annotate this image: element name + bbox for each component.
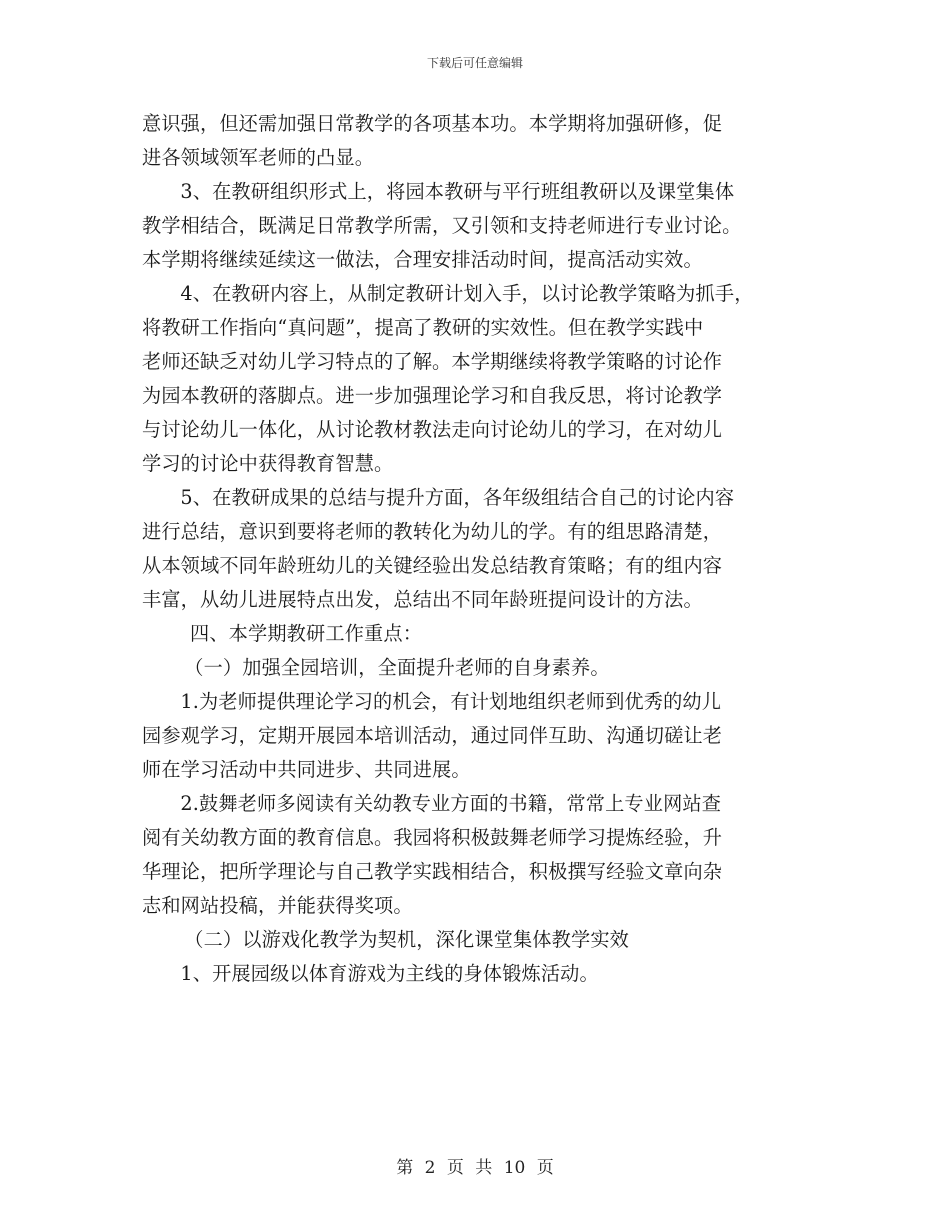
text-line: 从本领域不同年龄班幼儿的关键经验出发总结教育策略；有的组内容 (142, 554, 723, 577)
text-line: 进行总结，意识到要将老师的教转化为幼儿的学。有的组思路清楚， (142, 520, 723, 543)
text-line: 5、在教研成果的总结与提升方面，各年级组结合自己的讨论内容 (180, 486, 735, 509)
text-line: 为园本教研的落脚点。进一步加强理论学习和自我反思，将讨论教学 (142, 384, 723, 407)
text-line: （二）以游戏化教学为契机，深化课堂集体教学实效 (184, 928, 629, 951)
text-line: 老师还缺乏对幼儿学习特点的了解。本学期继续将教学策略的讨论作 (142, 350, 723, 373)
text-line: 1、开展园级以体育游戏为主线的身体锻炼活动。 (180, 962, 599, 985)
text-line: 园参观学习，定期开展园本培训活动，通过同伴互助、沟通切磋让老 (142, 724, 723, 747)
text-line: 4、在教研内容上，从制定教研计划入手，以讨论教学策略为抓手， (180, 282, 754, 305)
text-line: 四、本学期教研工作重点： (190, 622, 423, 645)
text-line: 进各领域领军老师的凸显。 (142, 146, 375, 169)
text-line: 与讨论幼儿一体化，从讨论教材教法走向讨论幼儿的学习，在对幼儿 (142, 418, 723, 441)
text-line: 教学相结合，既满足日常教学所需，又引领和支持老师进行专业讨论。 (142, 214, 742, 237)
page-header: 下载后可任意编辑 (426, 56, 523, 70)
text-line: 志和网站投稿，并能获得奖项。 (142, 894, 413, 917)
document-body (142, 107, 822, 991)
text-line: 2.鼓舞老师多阅读有关幼教专业方面的书籍，常常上专业网站查 (180, 792, 722, 815)
text-line: 丰富，从幼儿进展特点出发，总结出不同年龄班提问设计的方法。 (142, 588, 703, 611)
text-line: 1.为老师提供理论学习的机会，有计划地组织老师到优秀的幼儿 (180, 690, 722, 713)
text-line: 华理论，把所学理论与自己教学实践相结合，积极撰写经验文章向杂 (142, 860, 723, 883)
text-line: 师在学习活动中共同进步、共同进展。 (142, 758, 471, 781)
text-line: （一）加强全园培训，全面提升老师的自身素养。 (184, 656, 610, 679)
text-line: 本学期将继续延续这一做法，合理安排活动时间，提高活动实效。 (142, 248, 703, 271)
page-footer: 第 2 页 共 10 页 (396, 1158, 554, 1178)
text-line: 学习的讨论中获得教育智慧。 (142, 452, 394, 475)
text-line: 意识强，但还需加强日常教学的各项基本功。本学期将加强研修，促 (142, 112, 723, 135)
text-line: 将教研工作指向“真问题”，提高了教研的实效性。但在教学实践中 (142, 316, 704, 339)
text-line: 3、在教研组织形式上，将园本教研与平行班组教研以及课堂集体 (180, 180, 735, 203)
text-line: 阅有关幼教方面的教育信息。我园将积极鼓舞老师学习提炼经验，升 (142, 826, 723, 849)
